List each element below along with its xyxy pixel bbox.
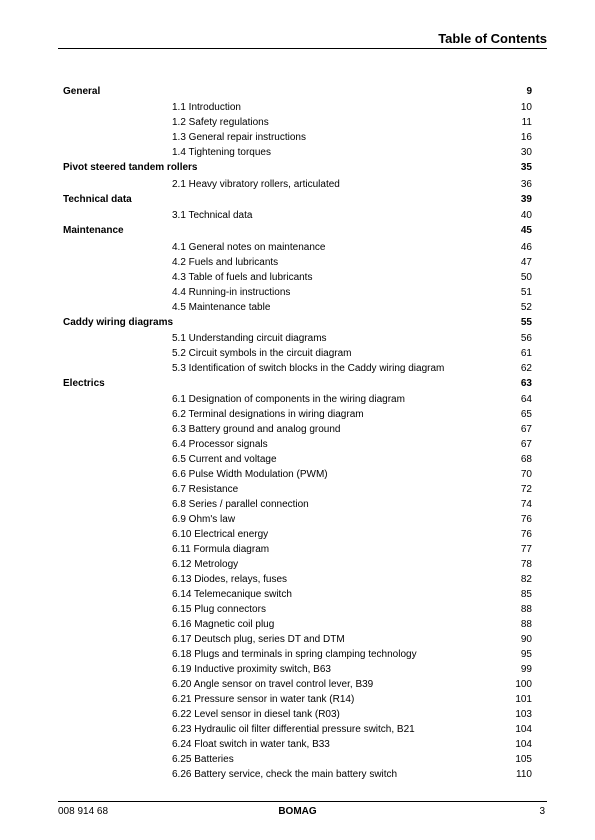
toc-entry-title: 4.4 Running-in instructions bbox=[172, 286, 291, 298]
toc-section-entry[interactable] bbox=[63, 572, 532, 587]
toc-entry-page: 62 bbox=[520, 362, 532, 374]
toc-entry-page: 110 bbox=[516, 769, 532, 781]
toc-entry-page: 95 bbox=[520, 649, 532, 661]
toc-section-entry[interactable] bbox=[63, 452, 532, 467]
toc-entry-title: 1.3 General repair instructions bbox=[172, 132, 306, 144]
toc-entry-page: 88 bbox=[520, 619, 532, 631]
toc-entry-title: 5.2 Circuit symbols in the circuit diagram bbox=[172, 347, 352, 359]
toc-section-entry[interactable] bbox=[63, 361, 532, 376]
toc-entry-title: 6.9 Ohm's law bbox=[172, 514, 236, 526]
toc-entry-title: General bbox=[63, 86, 101, 97]
toc-entry-title: 6.25 Batteries bbox=[172, 754, 234, 766]
toc-entry-title: 6.24 Float switch in water tank, B33 bbox=[172, 739, 330, 751]
toc-entry-title: 4.2 Fuels and lubricants bbox=[172, 256, 279, 268]
toc-section-entry[interactable] bbox=[63, 527, 532, 542]
toc-entry-page: 101 bbox=[515, 694, 532, 706]
toc-entry-title: 1.2 Safety regulations bbox=[172, 117, 269, 129]
toc-section-entry[interactable] bbox=[63, 115, 532, 130]
toc-entry-page: 47 bbox=[520, 256, 532, 268]
toc-entry-title: 6.15 Plug connectors bbox=[172, 604, 266, 616]
toc-entry-page: 63 bbox=[520, 377, 532, 389]
toc-entry-page: 30 bbox=[520, 147, 532, 159]
toc-entry-title: 6.18 Plugs and terminals in spring clamping technology bbox=[172, 649, 417, 661]
toc-section-entry[interactable] bbox=[63, 130, 532, 145]
toc-section-entry[interactable] bbox=[63, 602, 532, 617]
toc-entry-page: 11 bbox=[521, 117, 532, 129]
toc-entry-title: 6.2 Terminal designations in wiring diagram bbox=[172, 409, 364, 421]
toc-section-entry[interactable] bbox=[63, 331, 532, 346]
toc-entry-title: 6.23 Hydraulic oil filter differential pressure switch, B21 bbox=[172, 724, 415, 736]
toc-entry-page: 67 bbox=[520, 439, 532, 451]
toc-entry-title: 6.12 Metrology bbox=[172, 559, 239, 571]
toc-entry-page: 40 bbox=[520, 210, 532, 222]
toc-entry-page: 90 bbox=[520, 634, 532, 646]
toc-section-entry[interactable] bbox=[63, 767, 532, 782]
toc-section-entry[interactable] bbox=[63, 647, 532, 662]
toc-entry-page: 104 bbox=[515, 724, 532, 736]
toc-section-entry[interactable] bbox=[63, 707, 532, 722]
toc-entry-title: 6.16 Magnetic coil plug bbox=[172, 619, 275, 631]
header-divider bbox=[58, 48, 547, 49]
toc-chapter-entry[interactable] bbox=[63, 315, 532, 331]
toc-entry-title: 6.20 Angle sensor on travel control lever, B39 bbox=[172, 679, 374, 691]
toc-chapter-entry[interactable] bbox=[63, 223, 532, 239]
toc-entry-title: 6.22 Level sensor in diesel tank (R03) bbox=[172, 709, 340, 721]
toc-section-entry[interactable] bbox=[63, 255, 532, 270]
toc-chapter-entry[interactable] bbox=[63, 192, 532, 208]
toc-section-entry[interactable] bbox=[63, 662, 532, 677]
toc-entry-page: 56 bbox=[520, 332, 532, 344]
toc-section-entry[interactable] bbox=[63, 587, 532, 602]
toc-entry-page: 104 bbox=[515, 739, 532, 751]
toc-entry-page: 64 bbox=[520, 394, 532, 406]
toc-section-entry[interactable] bbox=[63, 437, 532, 452]
toc-section-entry[interactable] bbox=[63, 542, 532, 557]
toc-entry-title: 6.8 Series / parallel connection bbox=[172, 499, 309, 511]
toc-section-entry[interactable] bbox=[63, 177, 532, 192]
toc-section-entry[interactable] bbox=[63, 482, 532, 497]
toc-entry-page: 55 bbox=[520, 316, 532, 328]
toc-entry-title: 6.6 Pulse Width Modulation (PWM) bbox=[172, 469, 328, 481]
toc-entry-page: 50 bbox=[520, 271, 532, 283]
toc-entry-page: 35 bbox=[520, 162, 532, 174]
document-number: 008 914 68 bbox=[58, 806, 109, 817]
toc-entry-title: 5.1 Understanding circuit diagrams bbox=[172, 332, 327, 344]
toc-entry-title: 6.5 Current and voltage bbox=[172, 454, 277, 466]
toc-entry-page: 99 bbox=[520, 664, 532, 676]
toc-entry-title: 6.10 Electrical energy bbox=[172, 529, 269, 541]
toc-entry-title: Pivot steered tandem rollers bbox=[63, 162, 198, 174]
toc-entry-title: 6.13 Diodes, relays, fuses bbox=[172, 574, 288, 586]
toc-entry-page: 36 bbox=[520, 178, 532, 190]
toc-entry-title: 6.26 Battery service, check the main battery switch bbox=[172, 769, 398, 781]
toc-section-entry[interactable] bbox=[63, 722, 532, 737]
toc-entry-page: 9 bbox=[526, 86, 532, 97]
brand-name: BOMAG bbox=[278, 806, 317, 817]
toc-entry-title: Electrics bbox=[63, 377, 105, 389]
toc-entry-page: 51 bbox=[520, 286, 532, 298]
toc-entry-page: 61 bbox=[520, 347, 532, 359]
toc-section-entry[interactable] bbox=[63, 240, 532, 255]
toc-section-entry[interactable] bbox=[63, 392, 532, 407]
toc-section-entry[interactable] bbox=[63, 497, 532, 512]
toc-entry-title: 6.7 Resistance bbox=[172, 484, 239, 496]
toc-section-entry[interactable] bbox=[63, 557, 532, 572]
toc-entry-title: 1.4 Tightening torques bbox=[172, 147, 271, 159]
toc-section-entry[interactable] bbox=[63, 285, 532, 300]
toc-section-entry[interactable] bbox=[63, 145, 532, 160]
toc-entry-page: 85 bbox=[520, 589, 532, 601]
toc-entry-title: 4.3 Table of fuels and lubricants bbox=[172, 271, 313, 283]
toc-entry-page: 39 bbox=[520, 193, 532, 205]
toc-section-entry[interactable] bbox=[63, 467, 532, 482]
toc-section-entry[interactable] bbox=[63, 617, 532, 632]
toc-entry-page: 74 bbox=[520, 499, 532, 511]
toc-entry-page: 88 bbox=[520, 604, 532, 616]
toc-entry-title: 6.19 Inductive proximity switch, B63 bbox=[172, 664, 331, 676]
toc-entry-page: 103 bbox=[515, 709, 532, 721]
toc-section-entry[interactable] bbox=[63, 632, 532, 647]
toc-entry-page: 10 bbox=[520, 102, 532, 114]
toc-section-entry[interactable] bbox=[63, 737, 532, 752]
toc-entry-title: 6.1 Designation of components in the wiring diagram bbox=[172, 394, 405, 406]
toc-entry-page: 67 bbox=[520, 424, 532, 436]
toc-chapter-entry[interactable] bbox=[63, 84, 532, 100]
toc-entry-title: Caddy wiring diagrams bbox=[63, 316, 174, 328]
toc-entry-title: 4.5 Maintenance table bbox=[172, 301, 271, 313]
toc-entry-title: 3.1 Technical data bbox=[172, 210, 253, 222]
page-title: Table of Contents bbox=[438, 31, 547, 46]
toc-entry-page: 76 bbox=[520, 514, 532, 526]
toc-entry-page: 45 bbox=[520, 225, 532, 237]
toc-section-entry[interactable] bbox=[63, 100, 532, 115]
toc-entry-page: 52 bbox=[520, 301, 532, 313]
toc-chapter-entry[interactable] bbox=[63, 160, 532, 176]
toc-section-entry[interactable] bbox=[63, 346, 532, 361]
toc-entry-title: 4.1 General notes on maintenance bbox=[172, 241, 326, 253]
toc-entry-title: 1.1 Introduction bbox=[172, 102, 241, 114]
footer-divider bbox=[58, 801, 547, 802]
toc-chapter-entry[interactable] bbox=[63, 376, 532, 392]
toc-entry-page: 76 bbox=[520, 529, 532, 541]
toc-entry-page: 70 bbox=[520, 469, 532, 481]
toc-entry-page: 16 bbox=[520, 132, 532, 144]
page-number: 3 bbox=[539, 806, 545, 817]
toc-entry-title: Technical data bbox=[63, 193, 132, 205]
toc-entry-page: 72 bbox=[520, 484, 532, 496]
toc-entry-title: 5.3 Identification of switch blocks in the Caddy wiring diagram bbox=[172, 362, 445, 374]
toc-section-entry[interactable] bbox=[63, 692, 532, 707]
toc-entry-title: 6.17 Deutsch plug, series DT and DTM bbox=[172, 634, 345, 646]
toc-section-entry[interactable] bbox=[63, 300, 532, 315]
toc-section-entry[interactable] bbox=[63, 512, 532, 527]
toc-section-entry[interactable] bbox=[63, 407, 532, 422]
toc-section-entry[interactable] bbox=[63, 270, 532, 285]
toc-entry-title: 2.1 Heavy vibratory rollers, articulated bbox=[172, 178, 340, 190]
toc-entry-page: 82 bbox=[520, 574, 532, 586]
table-of-contents bbox=[63, 84, 532, 782]
toc-entry-page: 100 bbox=[515, 679, 532, 691]
toc-entry-title: Maintenance bbox=[63, 225, 124, 237]
toc-entry-page: 78 bbox=[520, 559, 532, 571]
toc-section-entry[interactable] bbox=[63, 752, 532, 767]
toc-entry-page: 65 bbox=[520, 409, 532, 421]
toc-entry-title: 6.11 Formula diagram bbox=[172, 544, 270, 556]
toc-entry-page: 46 bbox=[520, 241, 532, 253]
toc-entry-title: 6.3 Battery ground and analog ground bbox=[172, 424, 341, 436]
toc-section-entry[interactable] bbox=[63, 208, 532, 223]
toc-entry-page: 105 bbox=[515, 754, 532, 766]
toc-entry-page: 68 bbox=[520, 454, 532, 466]
toc-section-entry[interactable] bbox=[63, 422, 532, 437]
toc-entry-page: 77 bbox=[520, 544, 532, 556]
toc-section-entry[interactable] bbox=[63, 677, 532, 692]
toc-entry-title: 6.21 Pressure sensor in water tank (R14) bbox=[172, 694, 355, 706]
toc-entry-title: 6.4 Processor signals bbox=[172, 439, 268, 451]
toc-entry-title: 6.14 Telemecanique switch bbox=[172, 589, 292, 601]
